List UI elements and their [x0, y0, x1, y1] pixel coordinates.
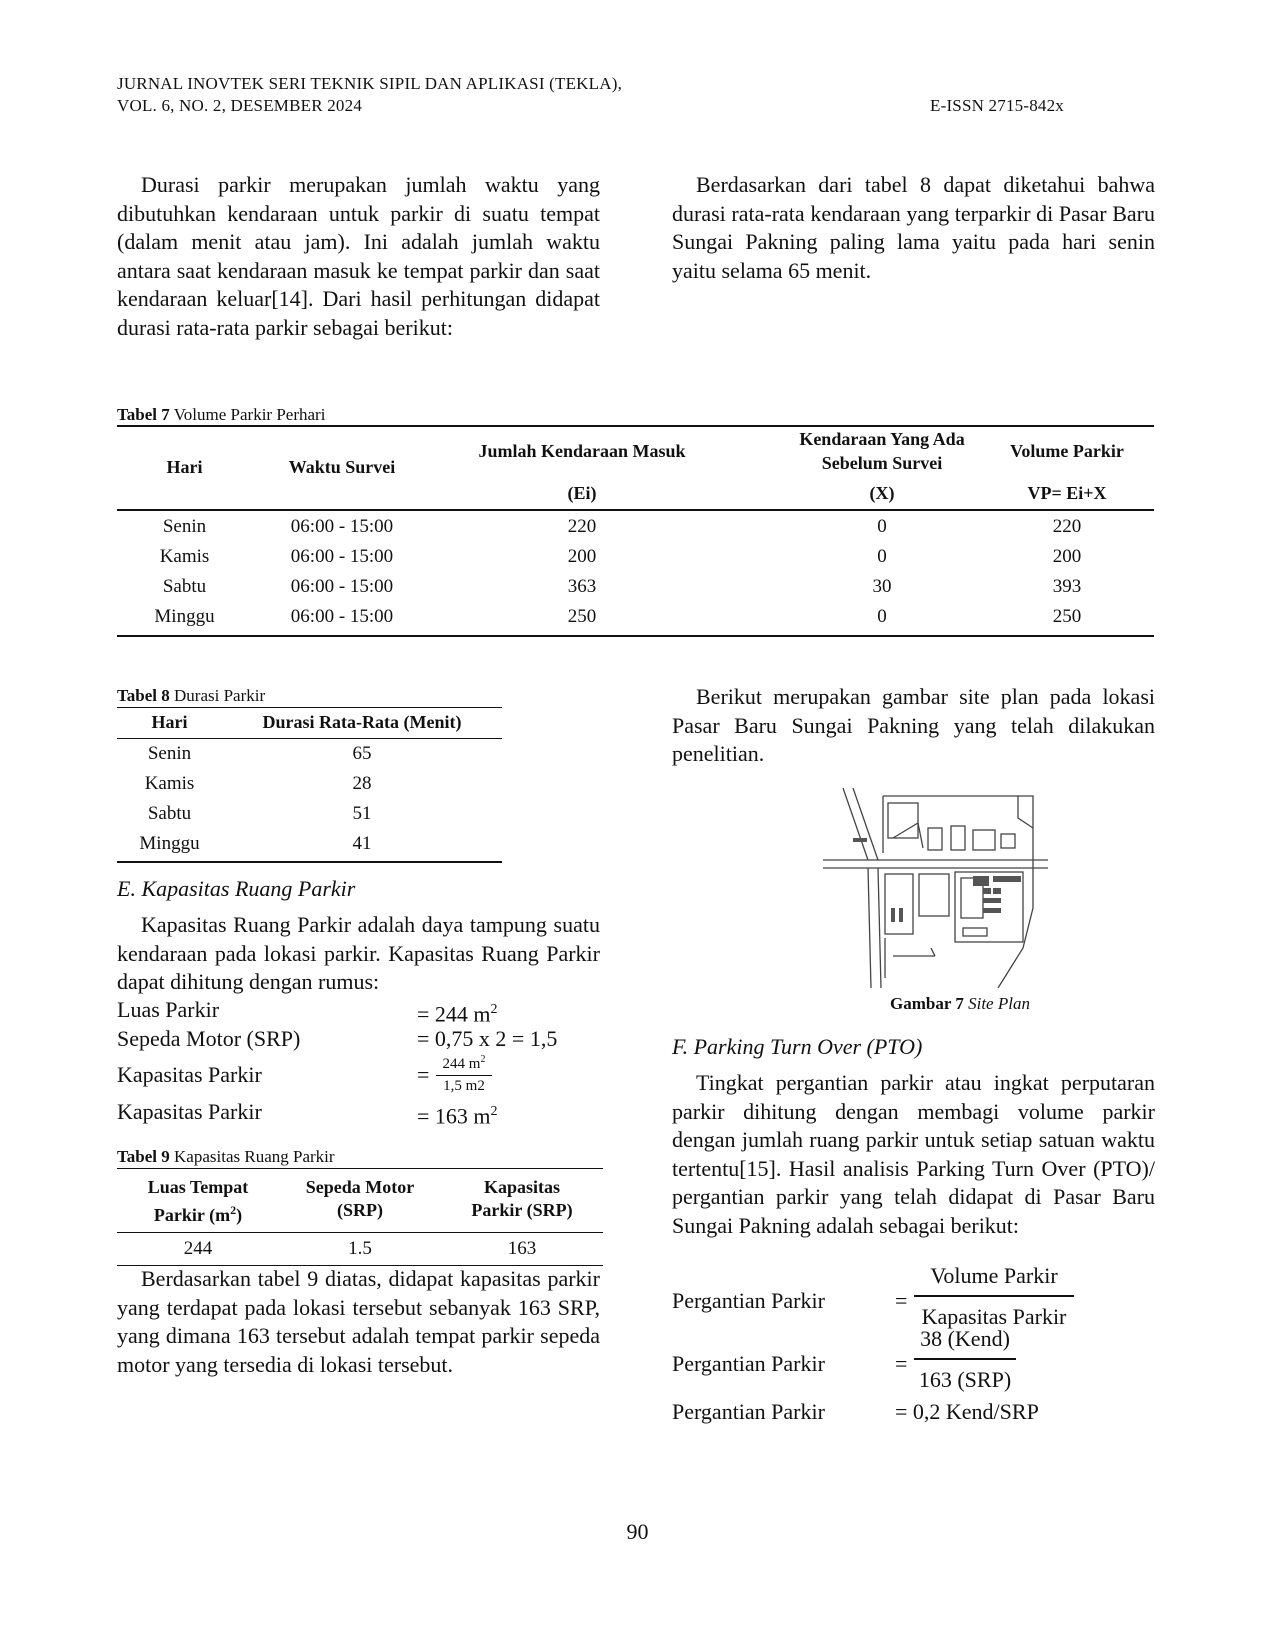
- formula-kapasitas-num-text: 244 m: [442, 1056, 481, 1072]
- formula-kapasitas-denominator: 1,5 m2: [443, 1078, 485, 1094]
- table7-cell-x: 0: [877, 516, 887, 537]
- table7-header-rule: [117, 509, 1154, 511]
- table7-cell-vp: 200: [1052, 546, 1082, 567]
- pto-formula1-fraction-bar: [914, 1295, 1074, 1297]
- table7-cell-hari: Senin: [162, 516, 207, 537]
- formula-kapasitas-result-label: Kapasitas Parkir: [117, 1099, 262, 1124]
- table9-header-kapasitas-1: Kapasitas: [483, 1177, 561, 1197]
- table9-header-motor-2: (SRP): [337, 1200, 383, 1220]
- formula-luas-value-text: = 244 m: [417, 1001, 491, 1027]
- table9-header-luas-2-text: Parkir (m: [153, 1205, 231, 1225]
- section-f-title: F. Parking Turn Over (PTO): [672, 1034, 923, 1059]
- formula-kapasitas-numerator: [436, 1054, 492, 1073]
- table8-cell-durasi: 28: [352, 773, 372, 794]
- table7-cell-x: 0: [877, 546, 887, 567]
- table8-cell-hari: Sabtu: [147, 803, 192, 824]
- section-f-paragraph: Tingkat pergantian parkir atau ingkat perputaran parkir dihitung dengan membagi volume parkir dengan jumlah ruang parkir untuk setiap satuan waktu tertentu[15]. Hasil analisis Parking Turn Over (PTO)/ pergantian parkir yang telah didapat di Pasar Baru Sungai Pakning adalah sebagai berikut:: [672, 1070, 1155, 1238]
- table8-header-rule: [117, 738, 502, 739]
- table-row: [117, 771, 502, 801]
- table8-body: [117, 741, 502, 861]
- figure7-caption-text: Site Plan: [963, 994, 1030, 1013]
- table8-cell-durasi: 41: [352, 833, 372, 854]
- formula-kapasitas-result-sup: 2: [490, 1104, 498, 1119]
- table7-cell-x: 0: [877, 606, 887, 627]
- table8-discussion-paragraph: Berdasarkan dari tabel 8 dapat diketahui bahwa durasi rata-rata kendaraan yang terparkir di Pasar Baru Sungai Pakning paling lama yaitu pada hari senin yaitu selama 65 menit.: [672, 172, 1155, 283]
- table9-header-kapasitas-2: Parkir (SRP): [471, 1200, 573, 1220]
- table7-body: [117, 513, 1154, 633]
- table-row: [117, 543, 1154, 573]
- table-row: [117, 573, 1154, 603]
- table7-header-hari: Hari: [166, 457, 203, 477]
- table9-top-rule: [117, 1168, 603, 1169]
- pto-formula1-denominator: Kapasitas Parkir: [921, 1304, 1067, 1329]
- formula-kapasitas-fraction-bar: [436, 1075, 492, 1076]
- table-row: [117, 741, 502, 771]
- table7-cell-ei: 200: [567, 546, 597, 567]
- journal-header: [117, 73, 622, 117]
- pto-formula3-value: = 0,2 Kend/SRP: [895, 1399, 1039, 1424]
- table7-bottom-rule: [117, 635, 1154, 637]
- formula-kapasitas-eq: =: [417, 1062, 430, 1087]
- table-row: [117, 1238, 603, 1264]
- table7-cell-vp: 393: [1052, 576, 1082, 597]
- site-plan-figure: [823, 788, 1048, 988]
- table7-caption-text: Volume Parkir Perhari: [169, 405, 326, 424]
- pto-formula2-fraction-bar: [914, 1358, 1016, 1360]
- formula-kapasitas-result-text: = 163 m: [417, 1103, 491, 1129]
- page-number: 90: [626, 1519, 649, 1544]
- formula-motor-label: Sepeda Motor (SRP): [117, 1026, 301, 1051]
- table7-cell-ei: 250: [567, 606, 597, 627]
- section-e-title: E. Kapasitas Ruang Parkir: [117, 876, 356, 901]
- site-plan-intro-paragraph: Berikut merupakan gambar site plan pada lokasi Pasar Baru Sungai Pakning yang telah dilakukan penelitian.: [672, 684, 1155, 766]
- table7-cell-vp: 250: [1052, 606, 1082, 627]
- table7-header-volume: Volume Parkir: [1010, 441, 1124, 461]
- table9-header-kapasitas: [441, 1176, 603, 1222]
- table8-cell-durasi: 51: [352, 803, 372, 824]
- table9-header-luas: [117, 1176, 279, 1227]
- table7-header-volume-sub: VP= Ei+X: [1027, 483, 1107, 503]
- table9-header-luas-end: ): [236, 1205, 243, 1225]
- table7-header-ada-1: Kendaraan Yang Ada: [799, 429, 965, 449]
- table9-caption: [117, 1146, 335, 1168]
- table8-caption: [117, 685, 265, 707]
- table7-cell-ei: 363: [567, 576, 597, 597]
- table7-caption-label: Tabel 7: [117, 405, 170, 424]
- table7-cell-hari: Kamis: [159, 546, 210, 567]
- table7-cell-hari: Minggu: [154, 606, 215, 627]
- table8-caption-text: Durasi Parkir: [169, 686, 266, 705]
- table7-cell-ei: 220: [567, 516, 597, 537]
- formula-kapasitas-num-sup: 2: [480, 1054, 486, 1065]
- table7-header-jumlah-sub: (Ei): [567, 483, 597, 503]
- pto-formula3-label: Pergantian Parkir: [672, 1399, 825, 1424]
- figure7-caption: [820, 993, 1100, 1015]
- table8-cell-hari: Kamis: [144, 773, 195, 794]
- table7-header: [117, 427, 1154, 509]
- table9-header-luas-2: [117, 1199, 279, 1227]
- table-row: [117, 831, 502, 861]
- table8-top-rule: [117, 707, 502, 708]
- formula-luas-label: Luas Parkir: [117, 997, 220, 1022]
- table9-discussion-paragraph: Berdasarkan tabel 9 diatas, didapat kapasitas parkir yang terdapat pada lokasi tersebut sebanyak 163 SRP, yang dimana 163 tersebut adalah tempat parkir sepeda motor yang tersedia di lokasi tersebut.: [117, 1266, 600, 1377]
- section-e-paragraph: Kapasitas Ruang Parkir adalah daya tampung suatu kendaraan pada lokasi parkir. Kapasitas Ruang Parkir dapat dihitung dengan rumus:: [117, 912, 600, 994]
- table7-header-ada-2: Sebelum Survei: [821, 453, 943, 473]
- formula-luas-value: [417, 996, 498, 1028]
- pto-formula2-numerator: 38 (Kend): [920, 1326, 1010, 1351]
- table9-cell-motor: 1.5: [348, 1238, 372, 1259]
- table7-cell-waktu: 06:00 - 15:00: [290, 576, 394, 597]
- table7-cell-waktu: 06:00 - 15:00: [290, 606, 394, 627]
- table9-caption-text: Kapasitas Ruang Parkir: [169, 1147, 335, 1166]
- table9-header-motor-1: Sepeda Motor: [305, 1177, 415, 1197]
- table8-cell-hari: Minggu: [139, 833, 200, 854]
- pto-formula2-denominator: 163 (SRP): [918, 1367, 1012, 1392]
- table9-header-luas-1: Luas Tempat: [147, 1177, 249, 1197]
- table8-cell-hari: Senin: [147, 743, 192, 764]
- table9-cell-luas: 244: [183, 1238, 213, 1259]
- table-row: [117, 603, 1154, 633]
- journal-issn: E-ISSN 2715-842x: [930, 96, 1065, 115]
- table7-cell-waktu: 06:00 - 15:00: [290, 546, 394, 567]
- journal-volume: VOL. 6, NO. 2, DESEMBER 2024: [117, 96, 363, 115]
- table7-cell-waktu: 06:00 - 15:00: [290, 516, 394, 537]
- table7-header-ada-sub: (X): [869, 483, 895, 503]
- pto-formula1-label: Pergantian Parkir: [672, 1288, 825, 1313]
- formula-kapasitas-label: Kapasitas Parkir: [117, 1062, 262, 1087]
- table8-cell-durasi: 65: [352, 743, 372, 764]
- table7-cell-hari: Sabtu: [162, 576, 207, 597]
- table-row: [117, 801, 502, 831]
- table-row: [117, 513, 1154, 543]
- table9-header-motor: [279, 1176, 441, 1222]
- table8-caption-label: Tabel 8: [117, 686, 170, 705]
- formula-kapasitas-result-value: [417, 1098, 498, 1130]
- table9-header: [117, 1176, 603, 1226]
- table7-header-jumlah: Jumlah Kendaraan Masuk: [478, 441, 686, 461]
- formula-motor-value: = 0,75 x 2 = 1,5: [417, 1026, 558, 1051]
- pto-formula1-numerator: Volume Parkir: [930, 1263, 1058, 1288]
- table7-cell-vp: 220: [1052, 516, 1082, 537]
- table9-cell-kapasitas: 163: [507, 1238, 537, 1259]
- table8-bottom-rule: [117, 861, 502, 863]
- table9-header-rule: [117, 1232, 603, 1233]
- formula-luas-sup: 2: [490, 1002, 498, 1017]
- table8-header: [117, 712, 502, 738]
- table7-header-waktu: Waktu Survei: [288, 457, 396, 477]
- table7-caption: [117, 404, 325, 426]
- pto-formula2-eq: =: [895, 1351, 908, 1376]
- table8-header-hari: Hari: [151, 712, 188, 732]
- table8-header-durasi: Durasi Rata-Rata (Menit): [262, 712, 462, 732]
- table9-caption-label: Tabel 9: [117, 1147, 170, 1166]
- figure7-caption-label: Gambar 7: [890, 994, 964, 1013]
- table9-header-luas-sup: 2: [230, 1203, 237, 1217]
- pto-formula2-label: Pergantian Parkir: [672, 1351, 825, 1376]
- table7-cell-x: 30: [872, 576, 892, 597]
- pto-formula1-eq: =: [895, 1288, 908, 1313]
- duration-paragraph: Durasi parkir merupakan jumlah waktu yang dibutuhkan kendaraan untuk parkir di suatu tempat (dalam menit atau jam). Ini adalah jumlah waktu antara saat kendaraan masuk ke tempat parkir dan saat kendaraan keluar[14]. Dari hasil perhitungan didapat durasi rata-rata parkir sebagai berikut:: [117, 172, 600, 340]
- journal-title: JURNAL INOVTEK SERI TEKNIK SIPIL DAN APLIKASI (TEKLA),: [117, 74, 623, 93]
